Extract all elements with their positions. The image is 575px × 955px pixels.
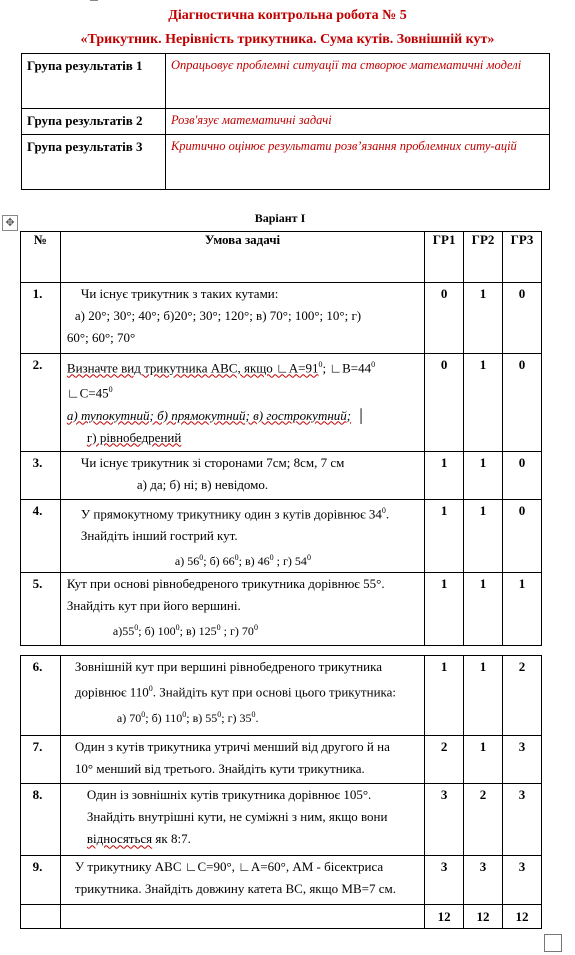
task-options: а) $56^0$; б) $66^0$; в) $46^0$ ; г) $54^0$ [174, 553, 311, 569]
score-gr3: 3 [503, 856, 542, 905]
task-condition [60, 452, 424, 500]
group-row [22, 54, 550, 109]
score-gr3: 0 [503, 452, 542, 500]
score-gr2: 1 [464, 656, 503, 736]
table-move-handle-icon[interactable]: ✥ [2, 215, 18, 231]
group-key: Група результатів 1 [22, 54, 166, 109]
variant-label: Варіант І [254, 211, 306, 225]
task-text: Визначте вид трикутника АВС, якщо $∟А=91^0$; $∟В=44^0$ [66, 360, 376, 376]
task-options: а) да; б) ні; в) невідомо. [136, 477, 269, 492]
score-gr2: 1 [464, 500, 503, 573]
header-gr3: ГР3 [503, 232, 542, 283]
task-text: У прямокутному трикутнику один з кутів дорівнює $34^0$. [80, 506, 390, 522]
task-options: $а)55^0$; б) $100^0$; в) $125^0$ ; г) $70^0$ [112, 623, 258, 639]
page-break-gap [21, 646, 542, 656]
score-gr1: 0 [425, 354, 464, 452]
table-row [21, 856, 542, 905]
task-number: 7. [21, 736, 61, 784]
task-condition [60, 856, 424, 905]
group-key: Група результатів 3 [22, 135, 166, 190]
task-text: дорівнює $110^0$. Знайдіть кут при основі цього трикутника: [74, 684, 397, 700]
task-text: Чи існує трикутник зі сторонами 7см; 8см, 7 см [80, 455, 345, 470]
score-gr3: 3 [503, 736, 542, 784]
task-text: 10° менший від третього. Знайдіть кути трикутника. [74, 761, 365, 777]
task-number: 1. [21, 283, 61, 354]
group-value: Критично оцінює результати розв’язання проблемних ситу-ацій [166, 135, 550, 190]
task-options: г) рівнобедрений [86, 429, 182, 445]
task-options: 60°; 60°; 70° [66, 330, 136, 345]
task-condition [60, 656, 424, 736]
task-text: Один з кутів трикутника утричі менший від другого й на [74, 739, 390, 755]
header-number: № [21, 232, 61, 283]
task-condition [60, 573, 424, 646]
table-row [21, 573, 542, 646]
task-number: 4. [21, 500, 61, 573]
task-text: Знайдіть інший гострий кут. [80, 528, 238, 544]
group-key: Група результатів 2 [22, 109, 166, 135]
task-condition [60, 500, 424, 573]
score-gr1: 1 [425, 500, 464, 573]
task-number: 3. [21, 452, 61, 500]
score-gr2: 2 [464, 784, 503, 856]
task-text: трикутника. Знайдіть довжину катета ВС, якщо МВ=7 см. [74, 881, 396, 897]
total-gr3: 12 [503, 905, 542, 929]
results-groups-table [21, 53, 550, 190]
task-number: 8. [21, 784, 61, 856]
score-gr1: 2 [425, 736, 464, 784]
table-row [21, 656, 542, 736]
task-text: Чи існує трикутник з таких кутами: [80, 286, 279, 301]
task-text: Знайдіть внутрішні кути, не суміжні з ним, якщо вони [86, 809, 388, 825]
table-row [21, 452, 542, 500]
totals-row [21, 905, 542, 929]
table-resize-handle[interactable] [544, 934, 562, 952]
score-gr2: 1 [464, 354, 503, 452]
table-row [21, 736, 542, 784]
score-gr2: 1 [464, 736, 503, 784]
group-row [22, 135, 550, 190]
group-value: Розв'язує математичні задачі [166, 109, 550, 135]
document-title: Діагностична контрольна робота № 5 [168, 8, 407, 23]
total-gr2: 12 [464, 905, 503, 929]
score-gr3: 0 [503, 283, 542, 354]
table-row [21, 283, 542, 354]
cursor-tick [90, 0, 98, 1]
task-text: Зовнішній кут при вершині рівнобедреного трикутника [74, 659, 383, 675]
group-value: Опрацьовує проблемні ситуації та створює математичні моделі [166, 54, 550, 109]
task-condition [60, 354, 424, 452]
task-number: 6. [21, 656, 61, 736]
tasks-table [20, 231, 542, 929]
header-condition: Умова задачі [60, 232, 424, 283]
total-gr1: 12 [425, 905, 464, 929]
task-options: а) тупокутний; б) прямокутний; в) гострокутний; │ [66, 407, 366, 423]
score-gr1: 3 [425, 856, 464, 905]
score-gr1: 3 [425, 784, 464, 856]
table-row [21, 500, 542, 573]
header-gr2: ГР2 [464, 232, 503, 283]
task-text: Кут при основі рівнобедреного трикутника дорівнює 55°. [66, 576, 385, 592]
group-row [22, 109, 550, 135]
task-text: Один із зовнішніх кутів трикутника дорівнює 105°. [86, 787, 372, 803]
task-text: Знайдіть кут при його вершині. [66, 598, 241, 614]
task-number: 5. [21, 573, 61, 646]
task-text: відносяться як 8:7. [86, 831, 191, 847]
table-row [21, 784, 542, 856]
score-gr1: 1 [425, 573, 464, 646]
score-gr2: 3 [464, 856, 503, 905]
score-gr3: 1 [503, 573, 542, 646]
score-gr2: 1 [464, 283, 503, 354]
score-gr1: 1 [425, 656, 464, 736]
score-gr3: 0 [503, 500, 542, 573]
score-gr2: 1 [464, 452, 503, 500]
score-gr3: 0 [503, 354, 542, 452]
task-condition [60, 784, 424, 856]
document-subtitle: «Трикутник. Нерівність трикутника. Сума кутів. Зовнішній кут» [80, 32, 495, 47]
header-gr1: ГР1 [425, 232, 464, 283]
score-gr2: 1 [464, 573, 503, 646]
score-gr1: 1 [425, 452, 464, 500]
task-number: 2. [21, 354, 61, 452]
task-text: $∟С=45^0$ [66, 385, 113, 401]
task-text: У трикутнику АВС ∟С=90°, ∟А=60°, АМ - бісектриса [74, 859, 384, 875]
task-options: а) 20°; 30°; 40°; б)20°; 30°; 120°; в) 70°; 100°; 10°; г) [74, 308, 362, 323]
task-options: а) $70^0$; б) $110^0$; в) $55^0$; г) $35^0$. [116, 709, 259, 725]
score-gr3: 2 [503, 656, 542, 736]
task-number: 9. [21, 856, 61, 905]
task-condition [60, 283, 424, 354]
score-gr3: 3 [503, 784, 542, 856]
task-condition [60, 736, 424, 784]
score-gr1: 0 [425, 283, 464, 354]
table-row [21, 354, 542, 452]
table-header-row [21, 232, 542, 283]
